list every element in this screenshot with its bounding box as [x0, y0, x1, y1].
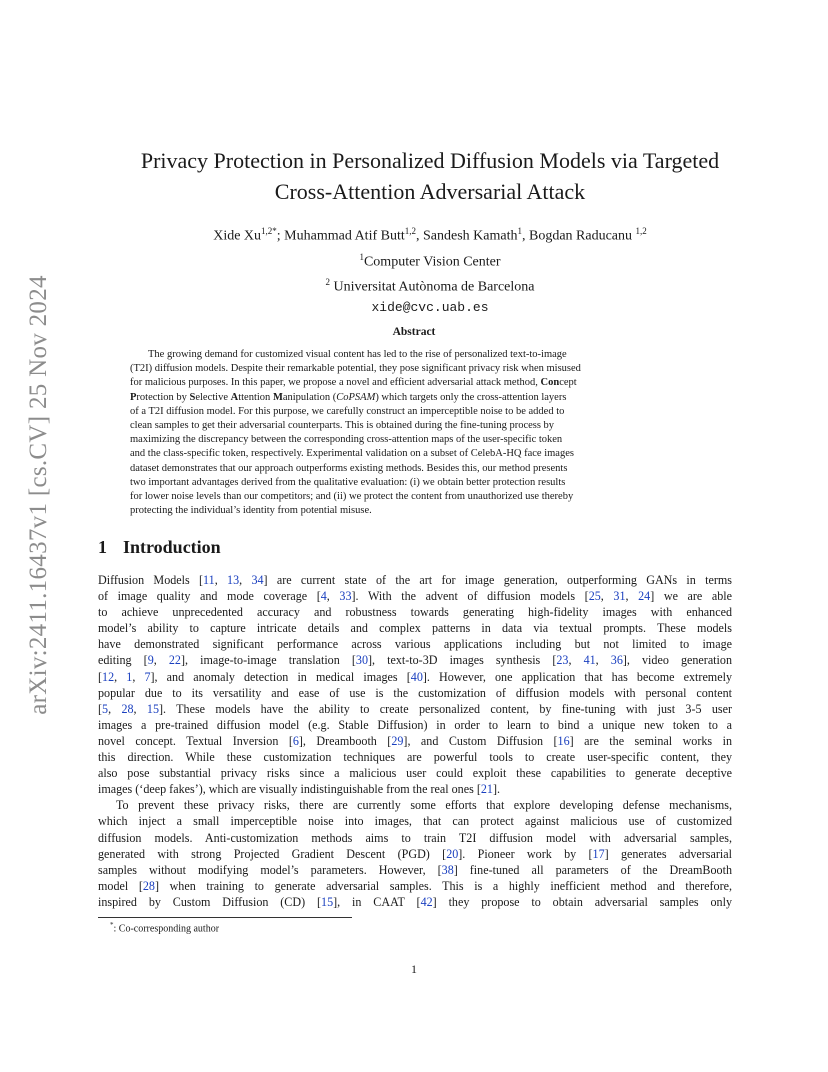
body-line: samples without modifying model’s parameters. However, [38] fine-tuned all parameters of the DreamBooth — [98, 862, 732, 877]
citation-link[interactable]: 5 — [102, 701, 109, 716]
citation-link[interactable]: 42 — [420, 894, 433, 909]
body-line: To prevent these privacy risks, there are currently some efforts that explore developing defense mechanisms, — [116, 798, 732, 813]
citation-link[interactable]: 23 — [556, 653, 569, 668]
title-line-2: Cross-Attention Adversarial Attack — [274, 179, 586, 204]
abstract-heading: Abstract — [392, 326, 436, 338]
body-line: model’s ability to capture intricate details and complex patterns in data via textual prompts. These models — [98, 621, 732, 636]
abstract-line: protecting the individual’s identity from potential misuse. — [130, 505, 372, 517]
body-line: inspired by Custom Diffusion (CD) [15], in CAAT [42] they propose to obtain adversarial samples only — [98, 894, 733, 909]
author-block — [80, 221, 780, 318]
body-line: have demonstrated significant performance across various applications including but not limited to image — [98, 637, 732, 652]
citation-link[interactable]: 7 — [144, 669, 151, 684]
body-line: model [28] when training to generate adversarial samples. This is a highly inefficient method and therefore, — [98, 878, 732, 893]
body-line: images (‘deep fakes’), which are visually indistinguishable from the real ones [21]. — [98, 782, 500, 797]
abstract-line: dataset demonstrates that our approach outperforms existing methods. Besides this, our method presents — [130, 462, 568, 474]
citation-link[interactable]: 29 — [391, 733, 404, 748]
body-line: popular due to its versatility and ease of use is the customization of diffusion models with personal content — [98, 685, 732, 700]
abstract-line: for lower noise levels than our competitors; and (ii) we protect the content from unauthorized use thereby — [130, 491, 574, 503]
citation-link[interactable]: 15 — [321, 894, 334, 909]
footnote-divider — [98, 917, 352, 918]
citation-link[interactable]: 11 — [203, 573, 215, 587]
citation-link[interactable]: 40 — [410, 669, 423, 684]
paper-title — [80, 145, 780, 207]
citation-link[interactable]: 22 — [168, 653, 181, 668]
body-line: novel concept. Textual Inversion [6], Dreambooth [29], and Custom Diffusion [16] are the seminal works in — [98, 733, 732, 748]
citation-link[interactable]: 9 — [147, 653, 154, 668]
affiliation-2: $^2$ Universitat Autònoma de Barcelona — [325, 277, 535, 295]
abstract-line: clean samples to get their adversarial counterparts. This is obtained during the fine-tuning process by — [130, 420, 555, 432]
arxiv-identifier: arXiv:2411.16437v1 [cs.CV] 25 Nov 2024 — [25, 275, 52, 715]
citation-link[interactable]: 20 — [446, 846, 459, 861]
body-line: diffusion models. Anti-customization methods aims to train T2I diffusion model with adversarial samples, — [98, 830, 732, 845]
abstract-line: The growing demand for customized visual content has led to the rise of personalized text-to-image — [148, 349, 567, 360]
affiliation-1: $^1$Computer Vision Center — [359, 251, 501, 270]
section-heading-introduction — [98, 537, 221, 558]
citation-link[interactable]: 13 — [227, 573, 240, 587]
citation-link[interactable]: 15 — [146, 701, 159, 716]
section-title: Introduction — [123, 537, 221, 557]
footnote: *: Co-corresponding author — [110, 921, 220, 935]
citation-link[interactable]: 38 — [441, 862, 454, 877]
abstract-line: maximizing the discrepancy between the corresponding cross-attention maps of the user-specific token — [130, 434, 563, 446]
title-line-1: Privacy Protection in Personalized Diffusion Models via Targeted — [140, 148, 720, 173]
introduction-body — [98, 572, 732, 910]
citation-link[interactable]: 4 — [320, 589, 327, 604]
body-line: which inject a small imperceptible noise into images, that can protect against malicious use of customized — [98, 814, 732, 829]
abstract-line: two important advantages derived from the qualitative evaluation: (i) we obtain better protection results — [130, 476, 566, 488]
citation-link[interactable]: 17 — [592, 846, 605, 861]
body-line: images a pre-trained diffusion model (e.g. Stable Diffusion) in order to learn to bind a unique new token to a — [98, 717, 732, 732]
abstract-line: Protection by Selective Attention Manipulation (CoPSAM) which targets only the cross-attention layers — [130, 391, 567, 403]
body-line: to achieve unprecedented accuracy and robustness towards generating high-fidelity images with enhanced — [98, 605, 732, 620]
body-line: of image quality and mode coverage [4, 33]. With the advent of diffusion models [25, 31, 24] we are able — [98, 589, 733, 604]
abstract-line: of a T2I diffusion model. For this purpose, we carefully construct an imperceptible noise to be added to — [130, 405, 565, 417]
citation-link[interactable]: 34 — [251, 573, 264, 587]
citation-link[interactable]: 21 — [480, 782, 493, 797]
body-line: Diffusion Models [11, 13, 34] are current state of the art for image generation, outperforming GANs in terms — [98, 573, 733, 587]
citation-link[interactable]: 16 — [557, 733, 570, 748]
section-number: 1 — [98, 537, 107, 557]
body-line: generated with strong Projected Gradient Descent (PGD) [20]. Pioneer work by [17] generates adversarial — [98, 846, 732, 861]
citation-link[interactable]: 6 — [292, 733, 299, 748]
body-line: editing [9, 22], image-to-image translation [30], text-to-3D images synthesis [23, 41, 36], video generation — [98, 653, 732, 668]
abstract-body — [130, 348, 725, 518]
abstract-line: (T2I) diffusion models. Despite their remarkable potential, they pose significant privacy risk when misused — [130, 363, 581, 375]
citation-link[interactable]: 24 — [638, 589, 651, 604]
body-line: [12, 1, 7], and anomaly detection in medical images [40]. However, one application that has become extremely — [98, 669, 732, 684]
citation-link[interactable]: 25 — [588, 589, 601, 604]
body-line: [5, 28, 15]. These models have the ability to create personalized content, by fine-tuning with just 3-5 user — [98, 701, 733, 716]
body-line: also pose substantial privacy risks since a malicious user could exploit these capabilities to generate deceptive — [98, 766, 732, 781]
author-names: Xide $Xu^{1,2*}$; Muhammad Atif Butt$^{1,2}$, Sandesh Kamath$^1$, Bogdan Raducanu $^{1,2}$ — [213, 226, 647, 244]
citation-link[interactable]: 31 — [613, 589, 626, 604]
page-number: 1 — [411, 962, 417, 976]
citation-link[interactable]: 12 — [102, 669, 115, 684]
citation-link[interactable]: 28 — [121, 701, 134, 716]
citation-link[interactable]: 1 — [126, 669, 133, 684]
citation-link[interactable]: 33 — [339, 589, 352, 604]
abstract-line: for malicious purposes. In this paper, we propose a novel and efficient adversarial attack method, Concept — [130, 377, 577, 389]
citation-link[interactable]: 30 — [355, 653, 368, 668]
citation-link[interactable]: 36 — [610, 653, 623, 668]
body-line: this direction. While these customization techniques are powerful tools to create user-specific content, they — [98, 750, 732, 765]
abstract-line: and the class-specific token, respectively. Experimental validation on a subset of CelebA-HQ face images — [130, 448, 574, 460]
author-email: xide@cvc.uab.es — [371, 299, 489, 315]
citation-link[interactable]: 28 — [142, 878, 155, 893]
citation-link[interactable]: 41 — [583, 653, 596, 668]
